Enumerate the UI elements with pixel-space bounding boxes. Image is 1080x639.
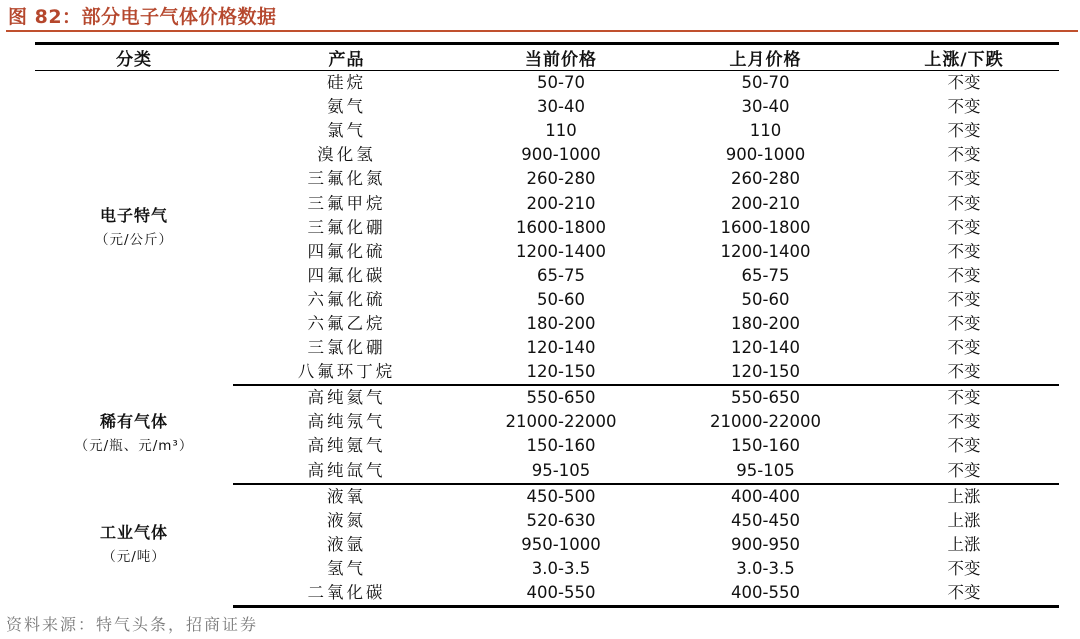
current-price-cell: 180-200 — [526, 313, 596, 333]
product-cell: 三氟化氮 — [307, 169, 386, 189]
product-cell: 液氩 — [327, 534, 366, 554]
source-note: 资料来源：特气头条，招商证券 — [6, 615, 259, 634]
last-month-price-cell: 50-60 — [741, 289, 790, 309]
category-cell — [35, 484, 233, 607]
category-name: 工业气体 — [99, 523, 168, 543]
current-price-cell: 3.0-3.5 — [531, 558, 591, 578]
change-cell: 上涨 — [947, 534, 981, 554]
category-name: 电子特气 — [99, 206, 168, 226]
category-unit: （元/瓶、元/m³） — [74, 438, 194, 455]
change-cell: 不变 — [947, 289, 981, 309]
current-price-cell: 120-150 — [460, 360, 662, 385]
change-cell: 不变 — [947, 436, 981, 456]
last-month-price-cell: 50-70 — [741, 73, 790, 93]
change-cell: 不变 — [869, 459, 1059, 484]
product-cell: 四氟化碳 — [307, 265, 386, 285]
product-cell: 六氟乙烷 — [307, 313, 386, 333]
header-last-month-price: 上月价格 — [662, 44, 869, 71]
change-cell: 不变 — [947, 313, 981, 333]
current-price-cell: 21000-22000 — [505, 412, 617, 432]
current-price-cell: 900-1000 — [521, 145, 601, 165]
change-cell: 不变 — [869, 360, 1059, 385]
last-month-price-cell: 400-400 — [731, 486, 800, 506]
product-cell: 三氟化硼 — [307, 217, 386, 237]
last-month-price-cell: 450-450 — [731, 510, 800, 530]
change-cell: 不变 — [947, 97, 981, 117]
change-cell: 不变 — [947, 193, 981, 213]
last-month-price-cell: 1600-1800 — [720, 217, 811, 237]
category-name: 稀有气体 — [99, 412, 168, 432]
change-cell: 不变 — [947, 169, 981, 189]
table-row — [35, 484, 1059, 509]
current-price-cell: 260-280 — [526, 169, 596, 189]
last-month-price-cell: 65-75 — [741, 265, 790, 285]
product-cell: 二氧化碳 — [233, 581, 460, 607]
product-cell: 三氟甲烷 — [307, 193, 386, 213]
last-month-price-cell: 1200-1400 — [720, 241, 811, 261]
category-cell — [35, 71, 233, 386]
product-cell: 液氮 — [327, 510, 366, 530]
product-cell: 三氯化硼 — [307, 338, 386, 358]
current-price-cell: 65-75 — [537, 265, 585, 285]
last-month-price-cell: 30-40 — [741, 97, 790, 117]
current-price-cell: 95-105 — [460, 459, 662, 484]
product-cell: 硅烷 — [327, 73, 366, 93]
current-price-cell: 120-140 — [526, 338, 596, 358]
figure-title: 图 82：部分电子气体价格数据 — [8, 6, 277, 28]
category-unit: （元/公斤） — [94, 232, 174, 249]
category-unit: （元/吨） — [102, 549, 166, 566]
change-cell: 不变 — [947, 145, 981, 165]
product-cell: 氢气 — [327, 558, 366, 578]
product-cell: 液氧 — [327, 486, 366, 506]
current-price-cell: 450-500 — [526, 486, 596, 506]
product-cell: 高纯氖气 — [307, 412, 386, 432]
last-month-price-cell: 3.0-3.5 — [736, 558, 795, 578]
current-price-cell: 550-650 — [526, 388, 596, 408]
table-row — [35, 385, 1059, 410]
current-price-cell: 520-630 — [526, 510, 596, 530]
last-month-price-cell: 150-160 — [731, 436, 800, 456]
current-price-cell: 30-40 — [537, 97, 585, 117]
title-divider — [6, 30, 1078, 32]
product-cell: 四氟化硫 — [307, 241, 386, 261]
header-current-price: 当前价格 — [460, 44, 662, 71]
product-cell: 高纯氪气 — [307, 436, 386, 456]
product-cell: 氨气 — [327, 97, 366, 117]
last-month-price-cell: 200-210 — [731, 193, 800, 213]
table-body — [35, 71, 1059, 607]
header-product: 产品 — [233, 44, 460, 71]
last-month-price-cell: 900-950 — [731, 534, 800, 554]
change-cell: 不变 — [947, 121, 981, 141]
header-change: 上涨/下跌 — [869, 44, 1059, 71]
product-cell: 高纯氦气 — [307, 388, 386, 408]
change-cell: 不变 — [869, 581, 1059, 607]
last-month-price-cell: 400-550 — [662, 581, 869, 607]
last-month-price-cell: 110 — [749, 121, 782, 141]
product-cell: 高纯氙气 — [233, 459, 460, 484]
header-category: 分类 — [35, 44, 233, 71]
last-month-price-cell: 21000-22000 — [710, 412, 821, 432]
current-price-cell: 1600-1800 — [516, 217, 606, 237]
last-month-price-cell: 120-150 — [662, 360, 869, 385]
last-month-price-cell: 120-140 — [731, 338, 800, 358]
last-month-price-cell: 550-650 — [731, 388, 800, 408]
current-price-cell: 950-1000 — [521, 534, 601, 554]
change-cell: 上涨 — [947, 510, 981, 530]
table-row — [35, 71, 1059, 96]
change-cell: 不变 — [947, 241, 981, 261]
last-month-price-cell: 260-280 — [731, 169, 800, 189]
current-price-cell: 150-160 — [526, 436, 596, 456]
product-cell: 八氟环丁烷 — [233, 360, 460, 385]
product-cell: 六氟化硫 — [307, 289, 386, 309]
current-price-cell: 50-70 — [537, 73, 585, 93]
gas-price-table — [35, 42, 1059, 608]
current-price-cell: 1200-1400 — [516, 241, 606, 261]
last-month-price-cell: 95-105 — [662, 459, 869, 484]
change-cell: 上涨 — [947, 486, 981, 506]
change-cell: 不变 — [947, 412, 981, 432]
product-cell: 氯气 — [327, 121, 366, 141]
change-cell: 不变 — [947, 338, 981, 358]
header-row — [35, 44, 1059, 71]
current-price-cell: 110 — [545, 121, 577, 141]
change-cell: 不变 — [947, 558, 981, 578]
current-price-cell: 50-60 — [537, 289, 585, 309]
current-price-cell: 400-550 — [460, 581, 662, 607]
change-cell: 不变 — [947, 73, 981, 93]
product-cell: 溴化氢 — [317, 145, 376, 165]
last-month-price-cell: 900-1000 — [725, 145, 806, 165]
current-price-cell: 200-210 — [526, 193, 596, 213]
change-cell: 不变 — [947, 217, 981, 237]
change-cell: 不变 — [947, 265, 981, 285]
change-cell: 不变 — [947, 388, 981, 408]
last-month-price-cell: 180-200 — [731, 313, 800, 333]
category-cell — [35, 385, 233, 483]
